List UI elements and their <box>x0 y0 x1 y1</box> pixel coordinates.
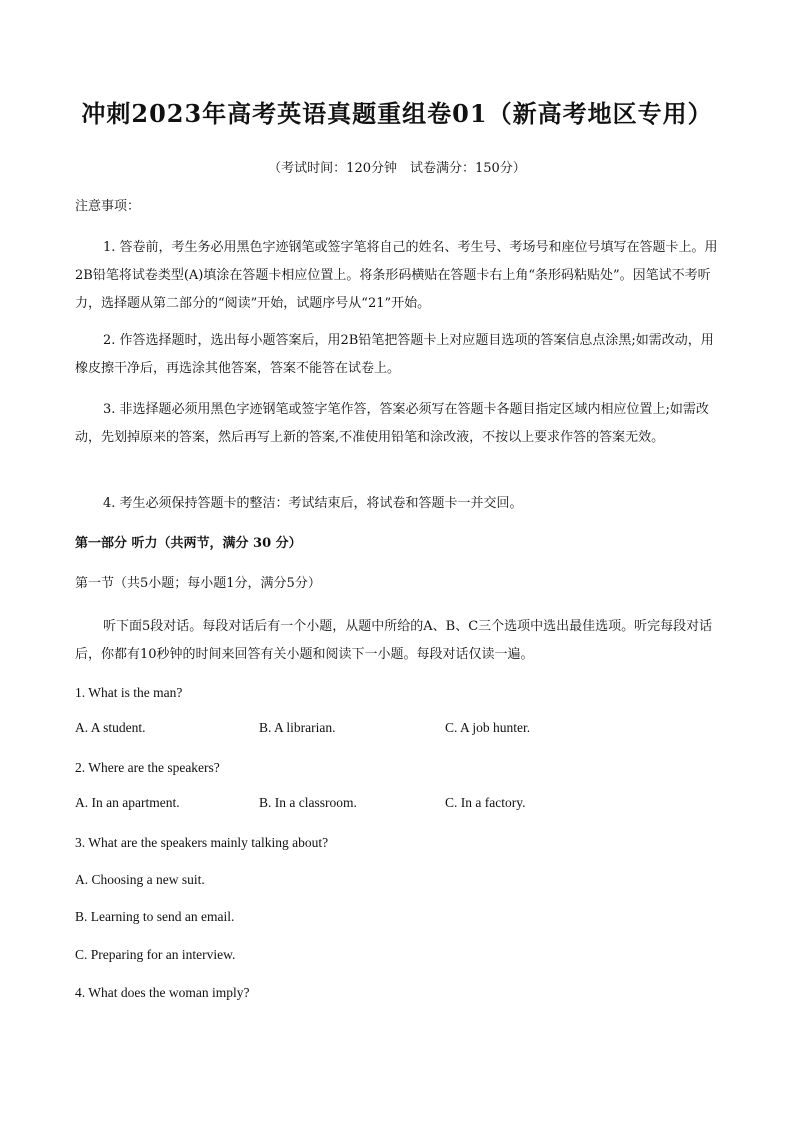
question-3-option-a: A. Choosing a new suit. <box>75 872 205 887</box>
question-2: 2. Where are the speakers? <box>75 760 220 775</box>
question-3-option-c: C. Preparing for an interview. <box>75 947 236 962</box>
notice-item-1: 1. 答卷前，考生务必用黑色字迹钢笔或签字笔将自己的姓名、考生号、考场号和座位号填写在答题卡上。用2B铅笔将试卷类型(A)填涂在答题卡相应位置上。将条形码横贴在答题卡右上角“条形码粘贴处”。因笔试不考听力，选择题从第二部分的“阅读”开始，试题序号从“21”开始。 <box>75 240 718 311</box>
option-c: C. In a factory. <box>445 795 526 810</box>
option-a: A. In an apartment. <box>75 795 180 810</box>
option-a: A. A student. <box>75 720 146 735</box>
page-title: 冲刺2023年高考英语真题重组卷01（新高考地区专用） <box>81 99 713 128</box>
question-2-options <box>75 795 725 815</box>
part1-heading: 第一部分 听力（共两节，满分 30 分） <box>75 536 302 551</box>
notice-heading: 注意事项： <box>75 199 141 214</box>
question-1: 1. What is the man? <box>75 685 183 700</box>
notice-item-2: 2. 作答选择题时，选出每小题答案后，用2B铅笔把答题卡上对应题目选项的答案信息点涂黑;如需改动，用橡皮擦干净后，再选涂其他答案，答案不能答在试卷上。 <box>75 333 714 376</box>
question-4: 4. What does the woman imply? <box>75 985 250 1000</box>
question-3-option-b: B. Learning to send an email. <box>75 909 235 924</box>
question-3: 3. What are the speakers mainly talking about? <box>75 835 329 850</box>
option-b: B. A librarian. <box>259 720 336 735</box>
section1-instructions: 听下面5段对话。每段对话后有一个小题，从题中所给的A、B、C三个选项中选出最佳选项。听完每段对话后，你都有10秒钟的时间来回答有关小题和阅读下一小题。每段对话仅读一遍。 <box>75 619 713 662</box>
option-c: C. A job hunter. <box>445 720 531 735</box>
notice-item-4: 4. 考生必须保持答题卡的整洁：考试结束后，将试卷和答题卡一并交回。 <box>103 496 523 511</box>
notice-item-3: 3. 非选择题必须用黑色字迹钢笔或签字笔作答，答案必须写在答题卡各题目指定区域内相应位置上;如需改动，先划掉原来的答案，然后再写上新的答案,不准使用铅笔和涂改液，不按以上要求作答的答案无效。 <box>75 402 709 445</box>
exam-subtitle: （考试时间：120分钟 试卷满分：150分） <box>268 161 526 176</box>
option-b: B. In a classroom. <box>259 795 357 810</box>
section1-heading: 第一节（共5小题；每小题1分，满分5分） <box>75 576 321 591</box>
question-1-options <box>75 720 725 740</box>
